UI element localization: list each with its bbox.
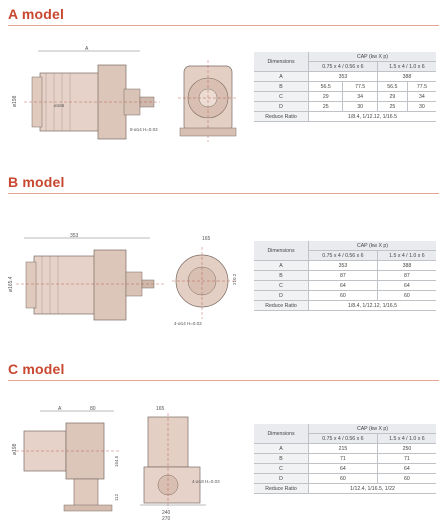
dim-label: 270 <box>162 516 171 520</box>
header-dimensions: Dimensions <box>254 241 309 261</box>
dim-label: 164.5 <box>114 455 119 467</box>
section-a-model <box>0 0 447 170</box>
divider <box>8 380 439 381</box>
section-title: C model <box>8 361 65 377</box>
dim-label: 80 <box>90 406 96 412</box>
divider <box>8 25 439 26</box>
dim-label: 165 <box>202 236 211 242</box>
b-model-dimension-table <box>254 241 436 311</box>
header-dimensions: Dimensions <box>254 424 309 444</box>
table-row: D 60 60 <box>254 474 436 484</box>
header-dimensions: Dimensions <box>254 52 309 72</box>
table-row: D 60 60 <box>254 291 436 301</box>
table-row: A 353 388 <box>254 72 436 82</box>
dim-label: 112 <box>114 493 119 501</box>
dim-label: 4-ø14 H=0.03 <box>174 321 202 326</box>
table-row: C 64 64 <box>254 281 436 291</box>
dim-label: ø198 <box>12 95 18 107</box>
c-model-dimension-table <box>254 424 436 494</box>
table-row: C 29 34 29 34 <box>254 92 436 102</box>
subheader-large: 1.5 x 4 / 1.0 x 6 <box>377 434 436 444</box>
dim-label: A <box>58 406 62 412</box>
dim-label: ø198 <box>12 443 18 455</box>
b-model-front-view-drawing <box>172 235 242 330</box>
dim-label: 8-ø14 H=0.03 <box>130 127 158 132</box>
subheader-large: 1.5 x 4 / 1.0 x 6 <box>377 62 436 72</box>
table-row: Reduce Ratio 1/8.4, 1/12.12, 1/16.5 <box>254 301 436 311</box>
b-model-side-view-drawing <box>8 232 168 327</box>
header-cap: CAP (kw X p) <box>309 241 437 251</box>
table-row: A 215 250 <box>254 444 436 454</box>
subheader-small: 0.75 x 4 / 0.56 x 6 <box>309 434 378 444</box>
table-row: Reduce Ratio 1/12.4, 1/16.5, 1/22 <box>254 484 436 494</box>
table-row: B 71 71 <box>254 454 436 464</box>
dim-label: 165 <box>156 406 165 412</box>
section-c-model <box>0 355 447 526</box>
c-model-side-view-drawing <box>10 405 130 520</box>
dim-label: A <box>85 46 89 52</box>
subheader-small: 0.75 x 4 / 0.56 x 6 <box>309 251 378 261</box>
dim-label: 240 <box>162 510 171 516</box>
table-row: B 56.5 77.5 56.5 77.5 <box>254 82 436 92</box>
dim-label: 4-ø18 H=0.03 <box>192 479 220 484</box>
a-model-dimension-table <box>254 52 436 122</box>
table-row: D 25 30 25 30 <box>254 102 436 112</box>
table-row: C 64 64 <box>254 464 436 474</box>
table-row: A 353 388 <box>254 261 436 271</box>
table-row: B 87 87 <box>254 271 436 281</box>
dim-label: ø165.4 <box>8 276 14 292</box>
dim-label: ø166 <box>54 103 65 108</box>
header-cap: CAP (kw X p) <box>309 52 437 62</box>
c-model-front-view-drawing <box>136 405 236 520</box>
a-model-side-view-drawing <box>10 45 175 155</box>
dim-label: 210.2 <box>232 273 237 285</box>
section-title: A model <box>8 6 65 22</box>
subheader-small: 0.75 x 4 / 0.56 x 6 <box>309 62 378 72</box>
a-model-front-view-drawing <box>178 60 238 145</box>
section-title: B model <box>8 174 65 190</box>
header-cap: CAP (kw X p) <box>309 424 437 434</box>
dim-label: 353 <box>70 233 79 239</box>
divider <box>8 193 439 194</box>
table-row: Reduce Ratio 1/8.4, 1/12.12, 1/16.5 <box>254 112 436 122</box>
section-b-model <box>0 170 447 355</box>
subheader-large: 1.5 x 4 / 1.0 x 6 <box>377 251 436 261</box>
